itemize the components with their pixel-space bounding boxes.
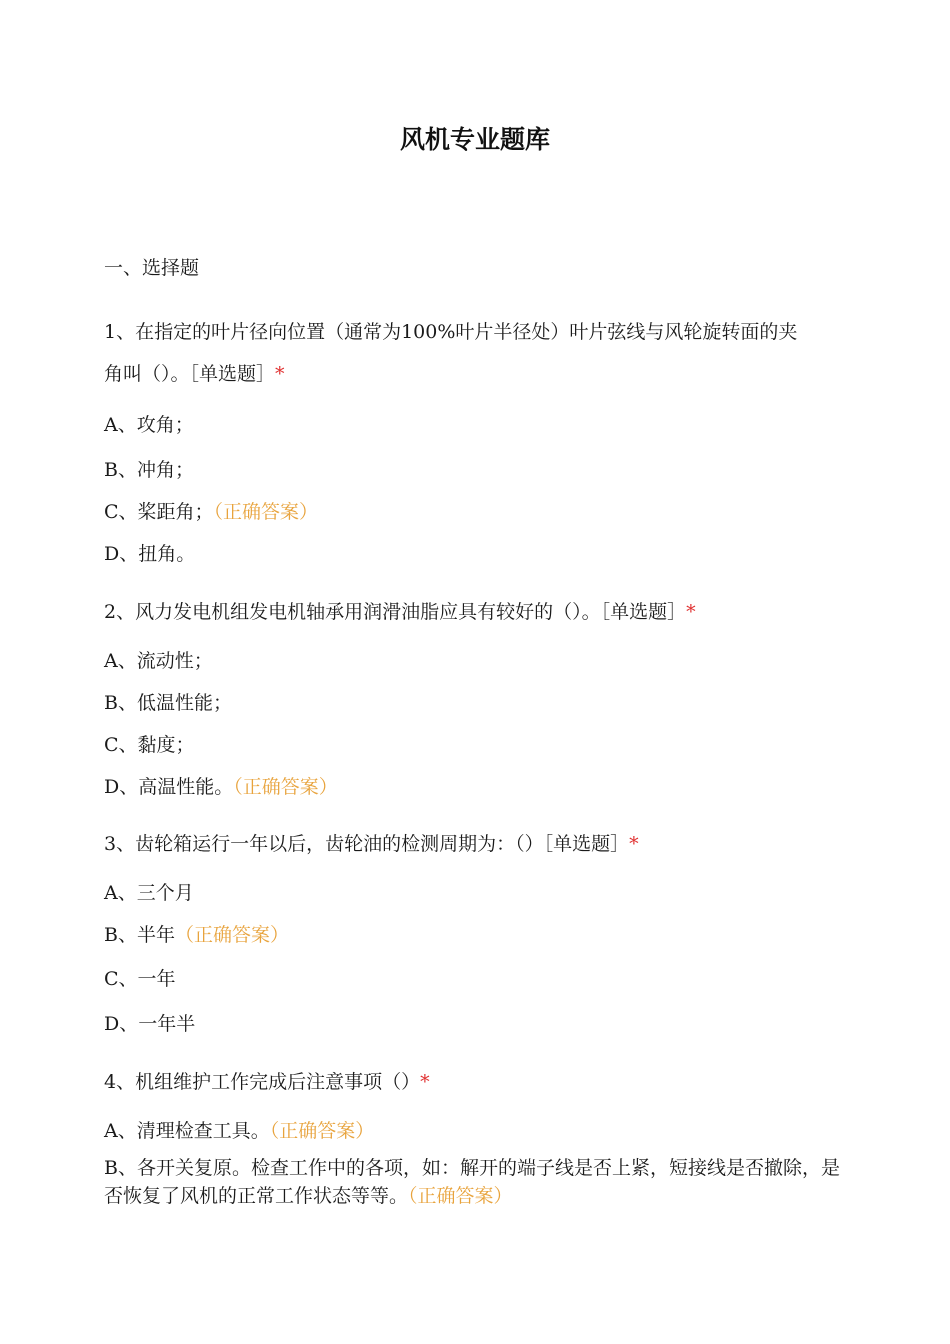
question-1-text: 角叫（）。［单选题］ bbox=[104, 363, 276, 385]
question-3-option-d[interactable] bbox=[104, 1011, 844, 1037]
page-title: 风机专业题库 bbox=[399, 125, 550, 154]
question-1-option-a[interactable] bbox=[104, 412, 844, 438]
option-text: B、低温性能； bbox=[104, 692, 232, 714]
question-3-option-c[interactable] bbox=[104, 966, 844, 992]
option-text: A、清理检查工具。 bbox=[104, 1120, 270, 1142]
option-text: A、攻角； bbox=[104, 414, 194, 436]
option-text: C、桨距角； bbox=[104, 501, 214, 523]
question-text: 2、风力发电机组发电机轴承用润滑油脂应具有较好的（）。［单选题］ bbox=[104, 601, 687, 623]
correct-answer-mark: （正确答案） bbox=[233, 776, 338, 798]
required-star: * bbox=[629, 833, 639, 855]
question-2-text bbox=[104, 599, 844, 625]
question-1-text-line1: 1、在指定的叶片径向位置（通常为100%叶片半径处）叶片弦线与风轮旋转面的夹 bbox=[104, 321, 798, 343]
option-text: C、一年 bbox=[104, 968, 176, 990]
correct-answer-mark: （正确答案） bbox=[174, 924, 289, 946]
question-text: 3、齿轮箱运行一年以后，齿轮油的检测周期为：（）［单选题］ bbox=[104, 833, 630, 855]
question-4-option-a[interactable] bbox=[104, 1118, 844, 1144]
section-heading: 一、选择题 bbox=[104, 257, 200, 279]
question-1-option-c[interactable] bbox=[104, 499, 844, 525]
question-2-option-d[interactable] bbox=[104, 774, 844, 800]
question-2-option-a[interactable] bbox=[104, 648, 844, 674]
question-2-option-b[interactable] bbox=[104, 690, 844, 716]
option-text: B、各开关复原。检查工作中的各项，如：解开的端子线是否上紧，短接线是否撤除，是否恢复了风机的正常工作状态等等。 bbox=[104, 1157, 840, 1207]
question-1-option-d[interactable] bbox=[104, 541, 844, 567]
option-text: A、流动性； bbox=[104, 650, 213, 672]
correct-answer-mark: （正确答案） bbox=[269, 1120, 375, 1142]
option-text: D、扭角。 bbox=[104, 543, 196, 565]
option-text: B、冲角； bbox=[104, 459, 194, 481]
option-text: B、半年 bbox=[104, 924, 175, 946]
option-text: D、一年半 bbox=[104, 1013, 196, 1035]
question-4-option-b[interactable] bbox=[104, 1154, 844, 1210]
option-text: C、黏度； bbox=[104, 734, 195, 756]
correct-answer-mark: （正确答案） bbox=[408, 1185, 513, 1207]
question-1-option-b[interactable] bbox=[104, 457, 844, 483]
correct-answer-mark: （正确答案） bbox=[213, 501, 319, 523]
question-3-option-a[interactable] bbox=[104, 880, 844, 906]
question-2-option-c[interactable] bbox=[104, 732, 844, 758]
question-text: 4、机组维护工作完成后注意事项（） bbox=[104, 1071, 421, 1093]
option-text: D、高温性能。 bbox=[104, 776, 234, 798]
question-3-text bbox=[104, 831, 844, 857]
required-star: * bbox=[420, 1071, 430, 1093]
required-star: * bbox=[275, 363, 285, 385]
required-star: * bbox=[686, 601, 696, 623]
question-4-text bbox=[104, 1069, 844, 1095]
option-text: A、三个月 bbox=[104, 882, 194, 904]
question-1-text-line2 bbox=[104, 361, 844, 387]
question-3-option-b[interactable] bbox=[104, 922, 844, 948]
